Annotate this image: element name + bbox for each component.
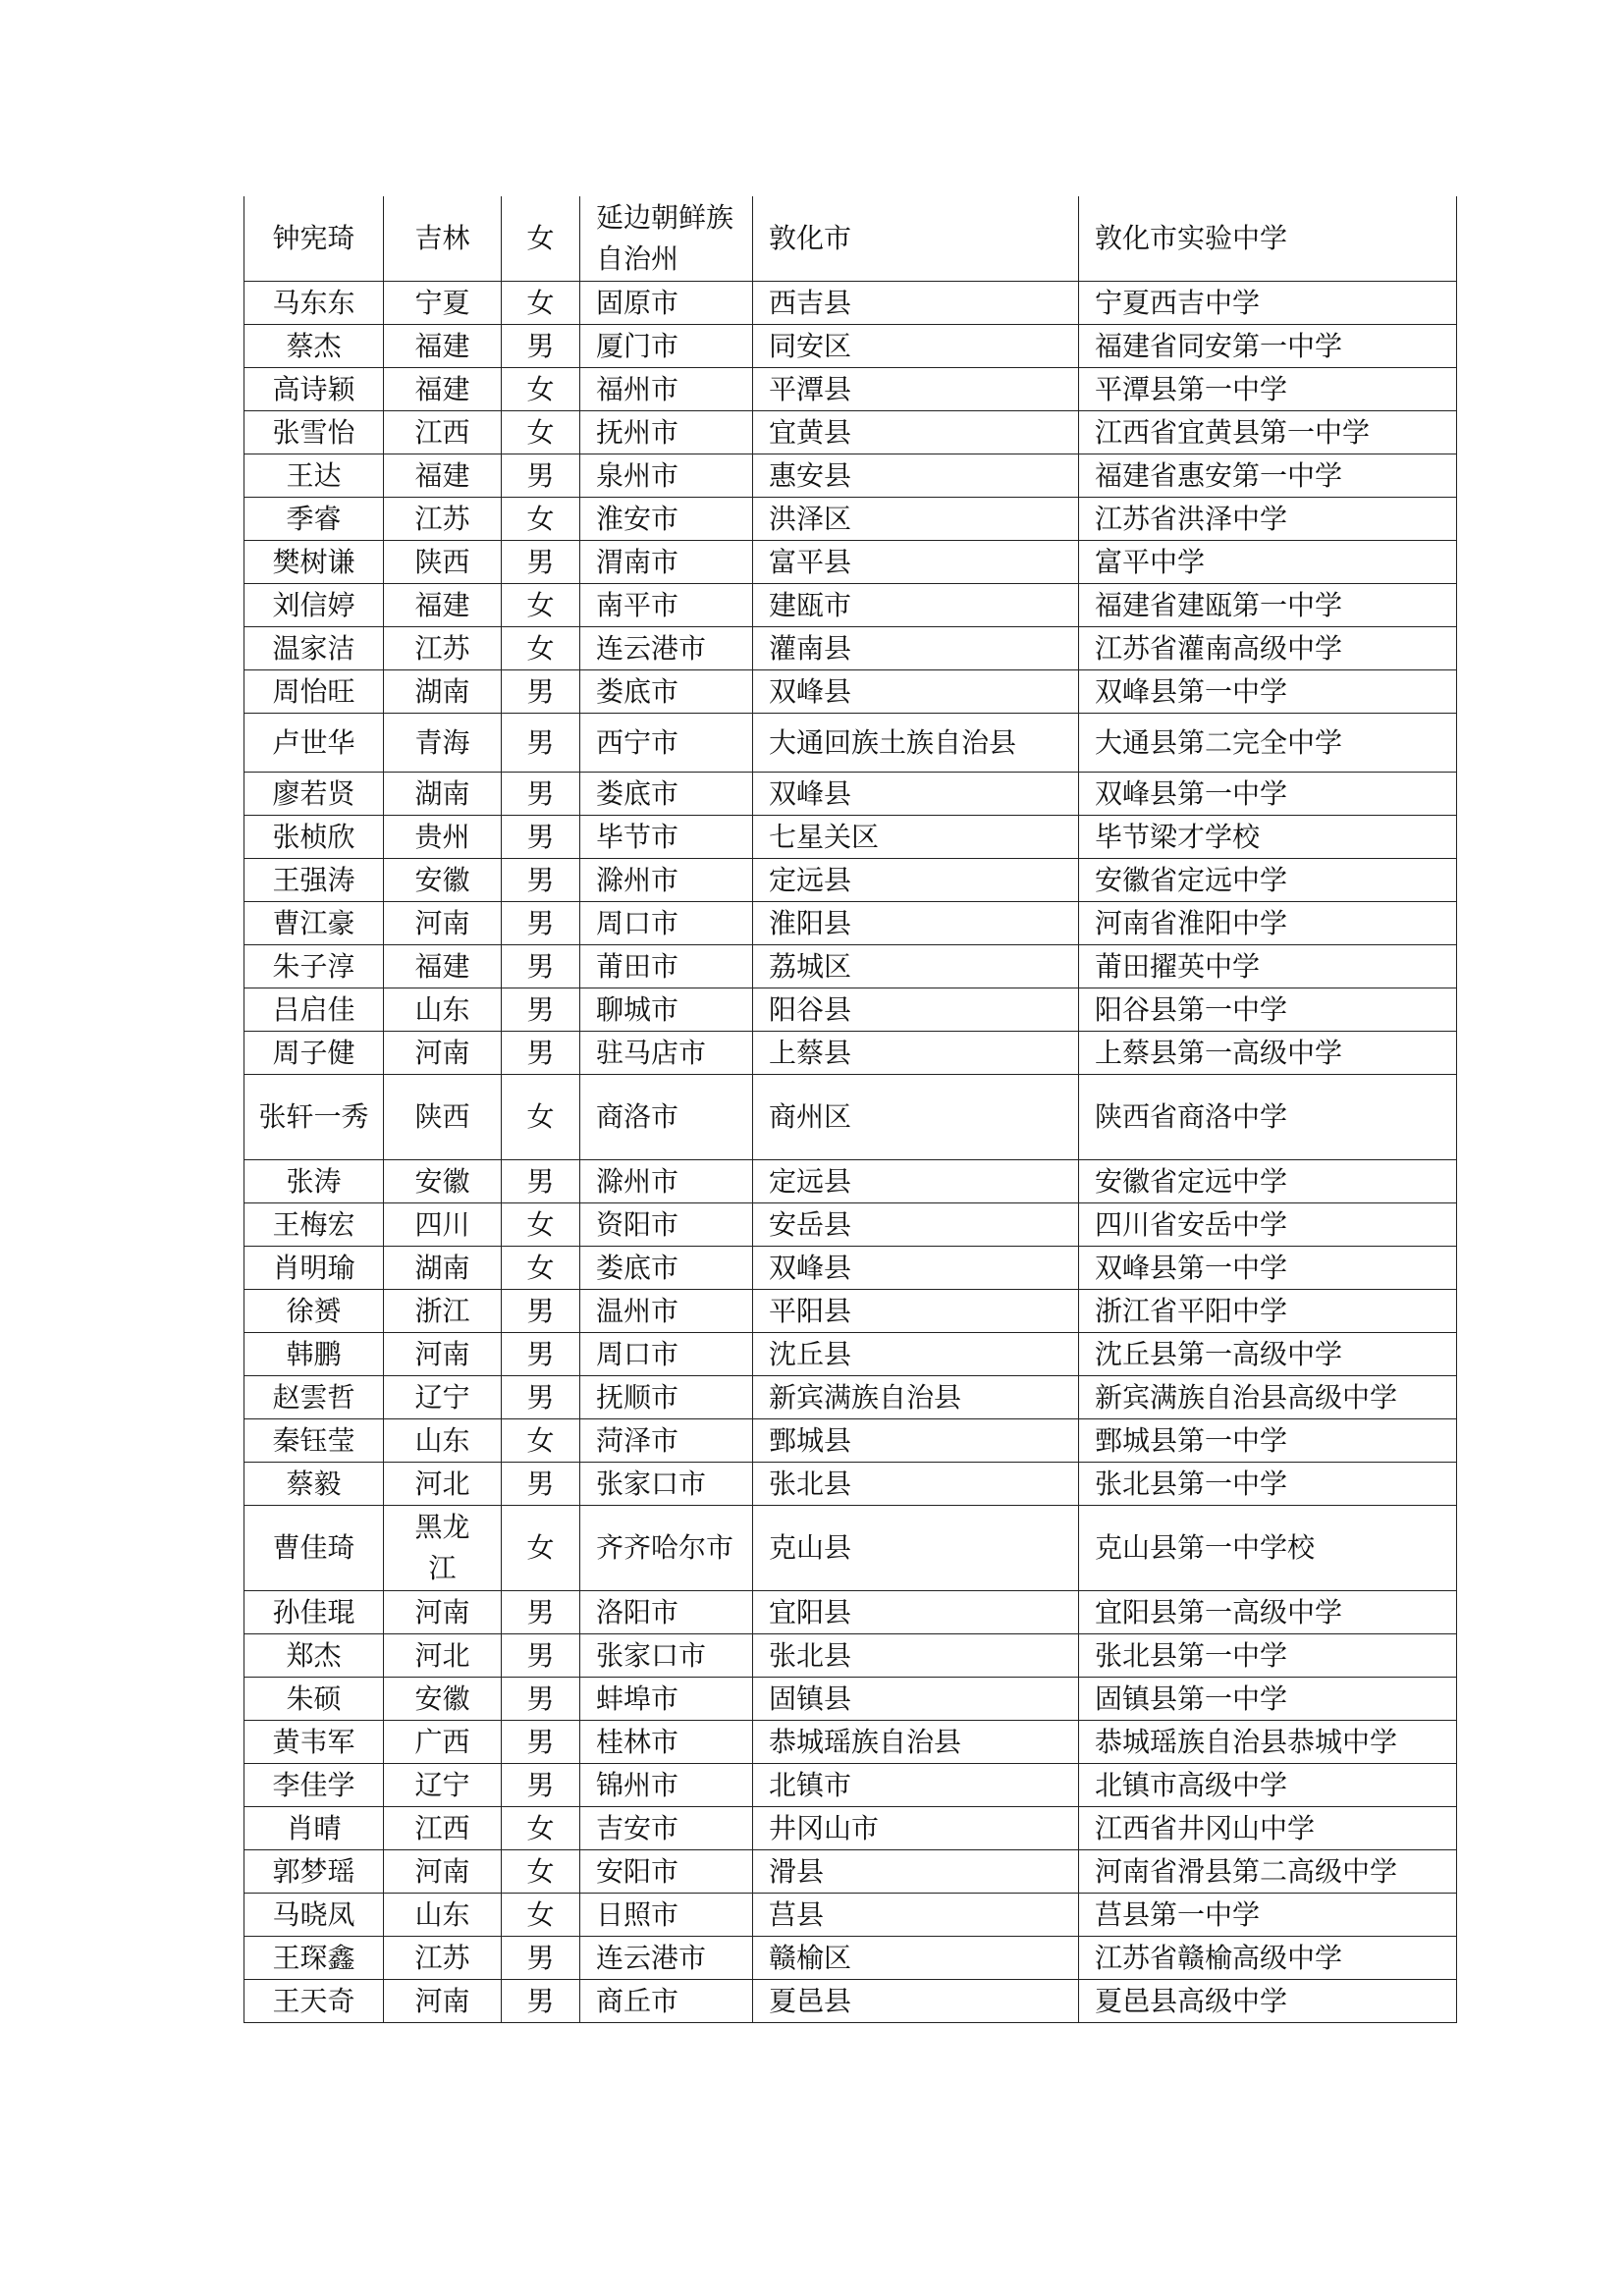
school-cell: 福建省惠安第一中学 — [1079, 454, 1457, 498]
table-row — [244, 945, 1457, 988]
student-name-cell: 朱硕 — [244, 1678, 384, 1721]
student-name-cell: 季睿 — [244, 498, 384, 541]
student-name-cell: 张桢欣 — [244, 816, 384, 859]
province-cell: 江苏 — [384, 627, 502, 670]
county-cell: 沈丘县 — [753, 1333, 1079, 1376]
school-cell: 恭城瑶族自治县恭城中学 — [1079, 1721, 1457, 1764]
table-row — [244, 541, 1457, 584]
county-cell: 定远县 — [753, 1160, 1079, 1203]
student-name-cell: 朱子淳 — [244, 945, 384, 988]
gender-cell: 女 — [502, 368, 580, 411]
school-cell: 福建省同安第一中学 — [1079, 325, 1457, 368]
city-cell: 娄底市 — [580, 773, 753, 816]
student-name-cell: 徐赟 — [244, 1290, 384, 1333]
table-row — [244, 1203, 1457, 1247]
table-row — [244, 1591, 1457, 1634]
province-cell: 山东 — [384, 1419, 502, 1463]
gender-cell: 男 — [502, 1678, 580, 1721]
gender-cell: 男 — [502, 816, 580, 859]
city-cell: 张家口市 — [580, 1634, 753, 1678]
city-cell: 厦门市 — [580, 325, 753, 368]
school-cell: 双峰县第一中学 — [1079, 670, 1457, 714]
gender-cell: 男 — [502, 1591, 580, 1634]
gender-cell: 男 — [502, 1634, 580, 1678]
city-cell: 固原市 — [580, 282, 753, 325]
province-cell: 辽宁 — [384, 1376, 502, 1419]
school-cell: 大通县第二完全中学 — [1079, 714, 1457, 773]
school-cell: 江苏省赣榆高级中学 — [1079, 1937, 1457, 1980]
school-cell: 上蔡县第一高级中学 — [1079, 1032, 1457, 1075]
gender-cell: 男 — [502, 1937, 580, 1980]
table-row — [244, 902, 1457, 945]
county-cell: 西吉县 — [753, 282, 1079, 325]
province-cell: 陕西 — [384, 541, 502, 584]
city-cell: 周口市 — [580, 902, 753, 945]
county-cell: 鄄城县 — [753, 1419, 1079, 1463]
province-cell: 河南 — [384, 1591, 502, 1634]
student-name-cell: 卢世华 — [244, 714, 384, 773]
city-cell: 连云港市 — [580, 1937, 753, 1980]
school-cell: 宁夏西吉中学 — [1079, 282, 1457, 325]
student-name-cell: 王达 — [244, 454, 384, 498]
gender-cell: 女 — [502, 1075, 580, 1160]
student-name-cell: 蔡杰 — [244, 325, 384, 368]
county-cell: 张北县 — [753, 1463, 1079, 1506]
school-cell: 河南省淮阳中学 — [1079, 902, 1457, 945]
county-cell: 克山县 — [753, 1506, 1079, 1591]
student-name-cell: 周子健 — [244, 1032, 384, 1075]
city-cell: 娄底市 — [580, 1247, 753, 1290]
county-cell: 井冈山市 — [753, 1807, 1079, 1850]
table-body — [244, 196, 1457, 2023]
school-cell: 江西省井冈山中学 — [1079, 1807, 1457, 1850]
student-name-cell: 温家洁 — [244, 627, 384, 670]
city-cell: 周口市 — [580, 1333, 753, 1376]
table-row — [244, 988, 1457, 1032]
student-name-cell: 曹佳琦 — [244, 1506, 384, 1591]
school-cell: 双峰县第一中学 — [1079, 1247, 1457, 1290]
county-cell: 荔城区 — [753, 945, 1079, 988]
table-row — [244, 1980, 1457, 2023]
province-cell: 安徽 — [384, 1678, 502, 1721]
province-cell: 贵州 — [384, 816, 502, 859]
province-cell: 湖南 — [384, 773, 502, 816]
province-cell: 河南 — [384, 1980, 502, 2023]
province-cell: 宁夏 — [384, 282, 502, 325]
gender-cell: 女 — [502, 1850, 580, 1894]
table-row — [244, 368, 1457, 411]
province-cell: 青海 — [384, 714, 502, 773]
student-name-cell: 马晓凤 — [244, 1894, 384, 1937]
table-row — [244, 1807, 1457, 1850]
province-cell: 河南 — [384, 902, 502, 945]
school-cell: 固镇县第一中学 — [1079, 1678, 1457, 1721]
province-cell: 福建 — [384, 325, 502, 368]
gender-cell: 男 — [502, 1463, 580, 1506]
school-cell: 敦化市实验中学 — [1079, 196, 1457, 282]
gender-cell: 女 — [502, 1894, 580, 1937]
city-cell: 齐齐哈尔市 — [580, 1506, 753, 1591]
city-cell: 张家口市 — [580, 1463, 753, 1506]
city-cell: 蚌埠市 — [580, 1678, 753, 1721]
county-cell: 大通回族土族自治县 — [753, 714, 1079, 773]
student-name-cell: 韩鹏 — [244, 1333, 384, 1376]
gender-cell: 女 — [502, 1506, 580, 1591]
county-cell: 固镇县 — [753, 1678, 1079, 1721]
school-cell: 安徽省定远中学 — [1079, 859, 1457, 902]
province-cell: 河北 — [384, 1463, 502, 1506]
province-cell: 浙江 — [384, 1290, 502, 1333]
city-cell: 西宁市 — [580, 714, 753, 773]
gender-cell: 女 — [502, 1247, 580, 1290]
province-cell: 安徽 — [384, 859, 502, 902]
gender-cell: 男 — [502, 1980, 580, 2023]
table-row — [244, 627, 1457, 670]
table-row — [244, 1160, 1457, 1203]
county-cell: 平潭县 — [753, 368, 1079, 411]
student-name-cell: 钟宪琦 — [244, 196, 384, 282]
gender-cell: 男 — [502, 773, 580, 816]
table-row — [244, 196, 1457, 282]
county-cell: 平阳县 — [753, 1290, 1079, 1333]
city-cell: 福州市 — [580, 368, 753, 411]
student-name-cell: 王天奇 — [244, 1980, 384, 2023]
province-cell: 湖南 — [384, 670, 502, 714]
school-cell: 莒县第一中学 — [1079, 1894, 1457, 1937]
student-name-cell: 刘信婷 — [244, 584, 384, 627]
province-cell: 吉林 — [384, 196, 502, 282]
table-row — [244, 1247, 1457, 1290]
county-cell: 赣榆区 — [753, 1937, 1079, 1980]
table-row — [244, 1075, 1457, 1160]
province-cell: 福建 — [384, 945, 502, 988]
gender-cell: 男 — [502, 1160, 580, 1203]
table-row — [244, 454, 1457, 498]
table-row — [244, 584, 1457, 627]
school-cell: 江苏省灌南高级中学 — [1079, 627, 1457, 670]
student-name-cell: 秦钰莹 — [244, 1419, 384, 1463]
school-cell: 宜阳县第一高级中学 — [1079, 1591, 1457, 1634]
province-cell: 山东 — [384, 988, 502, 1032]
table-row — [244, 411, 1457, 454]
table-row — [244, 1290, 1457, 1333]
student-name-cell: 李佳学 — [244, 1764, 384, 1807]
student-name-cell: 肖晴 — [244, 1807, 384, 1850]
city-cell: 吉安市 — [580, 1807, 753, 1850]
city-cell: 日照市 — [580, 1894, 753, 1937]
student-name-cell: 郭梦瑶 — [244, 1850, 384, 1894]
student-name-cell: 赵雲哲 — [244, 1376, 384, 1419]
gender-cell: 男 — [502, 1764, 580, 1807]
city-cell: 连云港市 — [580, 627, 753, 670]
school-cell: 平潭县第一中学 — [1079, 368, 1457, 411]
table-row — [244, 773, 1457, 816]
gender-cell: 男 — [502, 714, 580, 773]
gender-cell: 男 — [502, 454, 580, 498]
province-cell: 黑龙江 — [384, 1506, 502, 1591]
gender-cell: 男 — [502, 325, 580, 368]
table-row — [244, 1937, 1457, 1980]
city-cell: 延边朝鲜族自治州 — [580, 196, 753, 282]
province-cell: 江西 — [384, 1807, 502, 1850]
table-row — [244, 325, 1457, 368]
county-cell: 同安区 — [753, 325, 1079, 368]
school-cell: 富平中学 — [1079, 541, 1457, 584]
student-name-cell: 高诗颖 — [244, 368, 384, 411]
county-cell: 恭城瑶族自治县 — [753, 1721, 1079, 1764]
table-row — [244, 498, 1457, 541]
province-cell: 四川 — [384, 1203, 502, 1247]
school-cell: 江西省宜黄县第一中学 — [1079, 411, 1457, 454]
school-cell: 阳谷县第一中学 — [1079, 988, 1457, 1032]
city-cell: 抚顺市 — [580, 1376, 753, 1419]
county-cell: 七星关区 — [753, 816, 1079, 859]
school-cell: 陕西省商洛中学 — [1079, 1075, 1457, 1160]
county-cell: 富平县 — [753, 541, 1079, 584]
table-row — [244, 1850, 1457, 1894]
student-name-cell: 樊树谦 — [244, 541, 384, 584]
county-cell: 阳谷县 — [753, 988, 1079, 1032]
province-cell: 河北 — [384, 1634, 502, 1678]
county-cell: 新宾满族自治县 — [753, 1376, 1079, 1419]
table-row — [244, 1678, 1457, 1721]
city-cell: 滁州市 — [580, 1160, 753, 1203]
county-cell: 灌南县 — [753, 627, 1079, 670]
table-row — [244, 282, 1457, 325]
gender-cell: 女 — [502, 1419, 580, 1463]
gender-cell: 女 — [502, 411, 580, 454]
city-cell: 商洛市 — [580, 1075, 753, 1160]
table-row — [244, 1634, 1457, 1678]
gender-cell: 男 — [502, 902, 580, 945]
school-cell: 新宾满族自治县高级中学 — [1079, 1376, 1457, 1419]
table-row — [244, 1376, 1457, 1419]
school-cell: 河南省滑县第二高级中学 — [1079, 1850, 1457, 1894]
city-cell: 聊城市 — [580, 988, 753, 1032]
student-name-cell: 郑杰 — [244, 1634, 384, 1678]
province-cell: 福建 — [384, 368, 502, 411]
county-cell: 安岳县 — [753, 1203, 1079, 1247]
student-name-cell: 廖若贤 — [244, 773, 384, 816]
province-cell: 福建 — [384, 454, 502, 498]
student-name-cell: 王琛鑫 — [244, 1937, 384, 1980]
student-name-cell: 张涛 — [244, 1160, 384, 1203]
gender-cell: 女 — [502, 1203, 580, 1247]
table-row — [244, 816, 1457, 859]
city-cell: 渭南市 — [580, 541, 753, 584]
student-name-cell: 曹江豪 — [244, 902, 384, 945]
city-cell: 洛阳市 — [580, 1591, 753, 1634]
province-cell: 江苏 — [384, 498, 502, 541]
province-cell: 河南 — [384, 1333, 502, 1376]
city-cell: 毕节市 — [580, 816, 753, 859]
gender-cell: 男 — [502, 541, 580, 584]
city-cell: 温州市 — [580, 1290, 753, 1333]
gender-cell: 男 — [502, 1376, 580, 1419]
city-cell: 安阳市 — [580, 1850, 753, 1894]
school-cell: 江苏省洪泽中学 — [1079, 498, 1457, 541]
county-cell: 张北县 — [753, 1634, 1079, 1678]
gender-cell: 女 — [502, 196, 580, 282]
gender-cell: 女 — [502, 627, 580, 670]
student-name-cell: 王强涛 — [244, 859, 384, 902]
county-cell: 滑县 — [753, 1850, 1079, 1894]
school-cell: 四川省安岳中学 — [1079, 1203, 1457, 1247]
city-cell: 抚州市 — [580, 411, 753, 454]
table-row — [244, 859, 1457, 902]
school-cell: 张北县第一中学 — [1079, 1634, 1457, 1678]
province-cell: 河南 — [384, 1850, 502, 1894]
county-cell: 宜阳县 — [753, 1591, 1079, 1634]
city-cell: 桂林市 — [580, 1721, 753, 1764]
province-cell: 福建 — [384, 584, 502, 627]
student-name-cell: 肖明瑜 — [244, 1247, 384, 1290]
county-cell: 夏邑县 — [753, 1980, 1079, 2023]
city-cell: 淮安市 — [580, 498, 753, 541]
city-cell: 资阳市 — [580, 1203, 753, 1247]
table-row — [244, 1419, 1457, 1463]
county-cell: 敦化市 — [753, 196, 1079, 282]
school-cell: 北镇市高级中学 — [1079, 1764, 1457, 1807]
table-row — [244, 714, 1457, 773]
gender-cell: 男 — [502, 859, 580, 902]
student-name-cell: 黄韦军 — [244, 1721, 384, 1764]
table-row — [244, 1721, 1457, 1764]
table-row — [244, 1506, 1457, 1591]
school-cell: 福建省建瓯第一中学 — [1079, 584, 1457, 627]
county-cell: 定远县 — [753, 859, 1079, 902]
province-cell: 辽宁 — [384, 1764, 502, 1807]
gender-cell: 男 — [502, 1721, 580, 1764]
student-name-cell: 孙佳琨 — [244, 1591, 384, 1634]
county-cell: 莒县 — [753, 1894, 1079, 1937]
gender-cell: 男 — [502, 670, 580, 714]
student-name-cell: 张雪怡 — [244, 411, 384, 454]
county-cell: 淮阳县 — [753, 902, 1079, 945]
county-cell: 商州区 — [753, 1075, 1079, 1160]
province-cell: 山东 — [384, 1894, 502, 1937]
school-cell: 安徽省定远中学 — [1079, 1160, 1457, 1203]
county-cell: 双峰县 — [753, 670, 1079, 714]
city-cell: 驻马店市 — [580, 1032, 753, 1075]
gender-cell: 男 — [502, 988, 580, 1032]
city-cell: 娄底市 — [580, 670, 753, 714]
province-cell: 江苏 — [384, 1937, 502, 1980]
province-cell: 湖南 — [384, 1247, 502, 1290]
gender-cell: 女 — [502, 584, 580, 627]
student-name-cell: 蔡毅 — [244, 1463, 384, 1506]
city-cell: 锦州市 — [580, 1764, 753, 1807]
county-cell: 建瓯市 — [753, 584, 1079, 627]
county-cell: 宜黄县 — [753, 411, 1079, 454]
county-cell: 双峰县 — [753, 773, 1079, 816]
table-row — [244, 1333, 1457, 1376]
school-cell: 浙江省平阳中学 — [1079, 1290, 1457, 1333]
school-cell: 沈丘县第一高级中学 — [1079, 1333, 1457, 1376]
student-name-cell: 吕启佳 — [244, 988, 384, 1032]
gender-cell: 男 — [502, 1333, 580, 1376]
county-cell: 上蔡县 — [753, 1032, 1079, 1075]
student-name-cell: 周怡旺 — [244, 670, 384, 714]
student-name-cell: 马东东 — [244, 282, 384, 325]
city-cell: 滁州市 — [580, 859, 753, 902]
county-cell: 北镇市 — [753, 1764, 1079, 1807]
school-cell: 夏邑县高级中学 — [1079, 1980, 1457, 2023]
province-cell: 广西 — [384, 1721, 502, 1764]
gender-cell: 男 — [502, 1290, 580, 1333]
county-cell: 双峰县 — [753, 1247, 1079, 1290]
table-row — [244, 1032, 1457, 1075]
gender-cell: 女 — [502, 1807, 580, 1850]
table-row — [244, 1764, 1457, 1807]
table-row — [244, 670, 1457, 714]
city-cell: 南平市 — [580, 584, 753, 627]
city-cell: 泉州市 — [580, 454, 753, 498]
province-cell: 安徽 — [384, 1160, 502, 1203]
province-cell: 河南 — [384, 1032, 502, 1075]
province-cell: 陕西 — [384, 1075, 502, 1160]
student-name-cell: 王梅宏 — [244, 1203, 384, 1247]
school-cell: 鄄城县第一中学 — [1079, 1419, 1457, 1463]
gender-cell: 男 — [502, 945, 580, 988]
student-roster-table — [244, 196, 1457, 2023]
school-cell: 双峰县第一中学 — [1079, 773, 1457, 816]
city-cell: 商丘市 — [580, 1980, 753, 2023]
school-cell: 张北县第一中学 — [1079, 1463, 1457, 1506]
school-cell: 克山县第一中学校 — [1079, 1506, 1457, 1591]
city-cell: 莆田市 — [580, 945, 753, 988]
city-cell: 菏泽市 — [580, 1419, 753, 1463]
table-row — [244, 1463, 1457, 1506]
province-cell: 江西 — [384, 411, 502, 454]
gender-cell: 男 — [502, 1032, 580, 1075]
student-name-cell: 张轩一秀 — [244, 1075, 384, 1160]
county-cell: 惠安县 — [753, 454, 1079, 498]
school-cell: 莆田擢英中学 — [1079, 945, 1457, 988]
county-cell: 洪泽区 — [753, 498, 1079, 541]
table-row — [244, 1894, 1457, 1937]
gender-cell: 女 — [502, 282, 580, 325]
school-cell: 毕节梁才学校 — [1079, 816, 1457, 859]
gender-cell: 女 — [502, 498, 580, 541]
